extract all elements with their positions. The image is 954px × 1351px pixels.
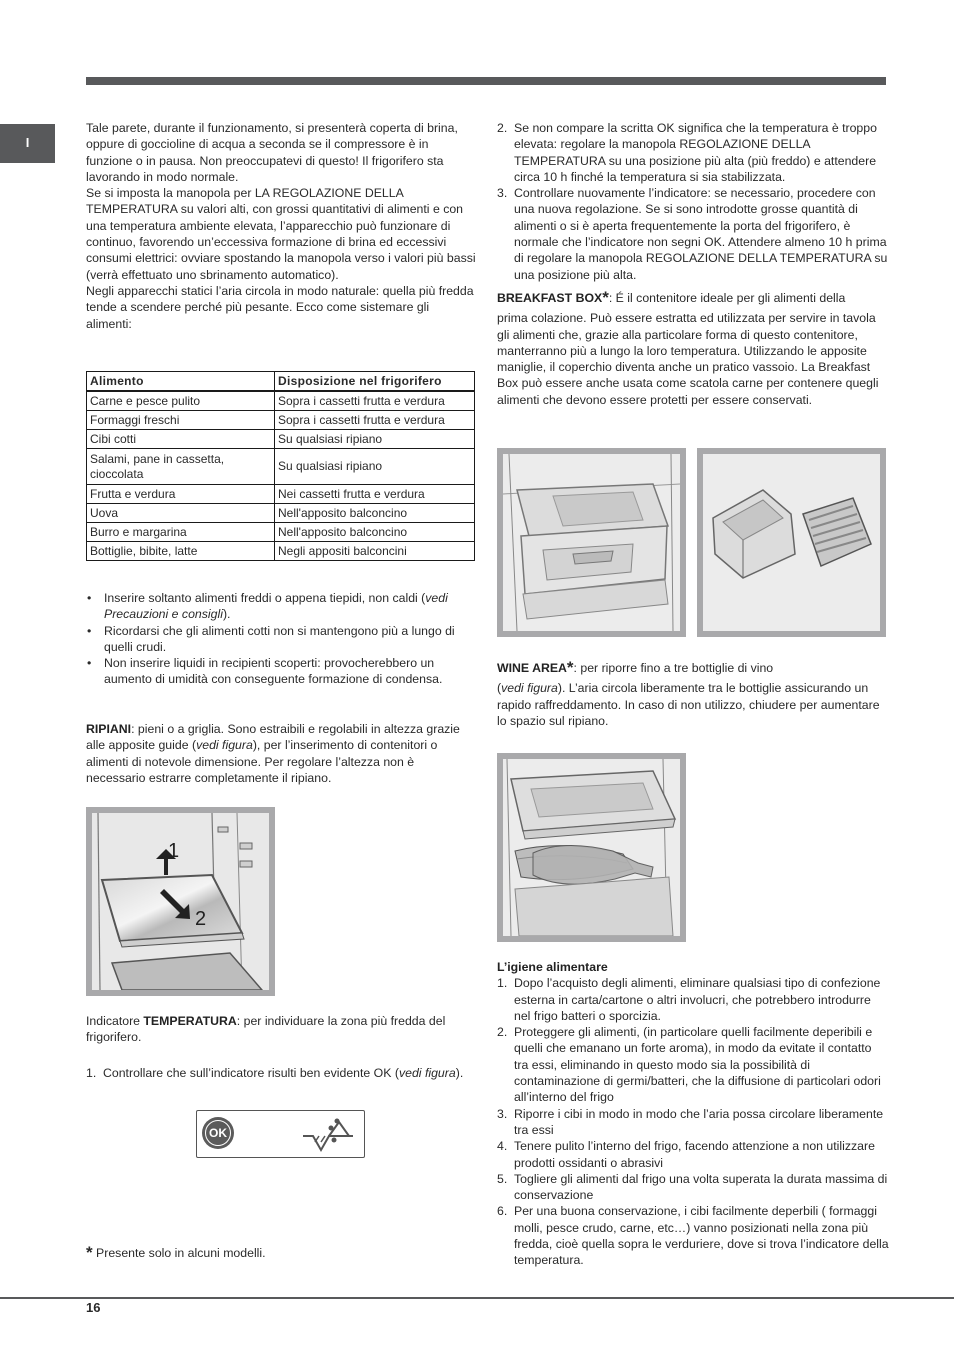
table-cell: Formaggi freschi [87, 411, 275, 430]
list-item: • Ricordarsi che gli alimenti cotti non si mantengono più a lungo di quelli crudi. [86, 623, 478, 656]
list-item: 3. Riporre i cibi in modo in modo che l’aria possa circolare liberamente tra essi [497, 1106, 884, 1137]
list-item: 1. Controllare che sull’indicatore risulti ben evidente OK (vedi figura). [86, 1066, 464, 1080]
table-row [87, 542, 475, 561]
breakfast-box-title: BREAKFAST BOX [497, 291, 603, 305]
wine-area-title: WINE AREA [497, 661, 567, 675]
table-cell: Nell'apposito balconcino [275, 504, 475, 523]
indicator-steps-continued [497, 120, 889, 283]
intro-paragraph: Se si imposta la manopola per LA REGOLAZIONE DELLA TEMPERATURA su valori alti, con grossi quantitativi di alimenti e con una temperatura ambiente elevata, l’apparecchio può funzionare di continuo, favorendo un’eccessiva formazione di brina ed eccessivi consumi elettrici: ovviare spostando la manopola verso i valori più bassi (verrà effettuato uno sbrinamento automatico). [86, 186, 476, 282]
intro-text [86, 120, 478, 332]
table-cell: Sopra i cassetti frutta e verdura [275, 391, 475, 411]
table-header-row [87, 372, 475, 392]
table-cell: Su qualsiasi ripiano [275, 430, 475, 449]
table-cell: Frutta e verdura [87, 485, 275, 504]
list-item: 4. Tenere pulito l’interno del frigo, facendo attenzione a non utilizzare prodotti ossidanti o abrasivi [497, 1139, 875, 1170]
table-row [87, 504, 475, 523]
list-item: 1. Dopo l’acquisto degli alimenti, eliminare qualsiasi tipo di confezione esterna in carta/cartone o altri involucri, che potrebbero introdurre nel frigo batteri o sporcizia. [497, 976, 881, 1023]
breakfast-box-section: BREAKFAST BOX*: É il contenitore ideale per gli alimenti della prima colazione. Può essere estratta ed utilizzata per servire in tavola gli alimenti che, grazie alla particolare forma di questo contenitore, manterranno più a lungo la loro temperatura. Utilizzando le apposite maniglie, il coperchio diventa anche un pratico vassoio. La Breakfast Box può essere anche usata come scatola carne per contenere quegli alimenti che devono essere protetti per essere conservati. [497, 288, 879, 407]
header-bar [86, 77, 886, 85]
table-cell: Nei cassetti frutta e verdura [275, 485, 475, 504]
language-tab: I [0, 124, 55, 163]
indicatore-section: Indicatore TEMPERATURA: per individuare la zona più fredda del frigorifero. [86, 1014, 446, 1045]
table-row [87, 411, 475, 430]
table-header-cell: Alimento [87, 372, 275, 392]
table-row [87, 523, 475, 542]
igiene-list [497, 975, 889, 1268]
footnote: * Presente solo in alcuni modelli. [86, 1243, 266, 1262]
food-table-wrapper [86, 371, 475, 561]
list-item: • Non inserire liquidi in recipienti scoperti: provocherebbero un aumento di umidità con conseguente formazione di condensa. [86, 655, 478, 688]
indicatore-title: TEMPERATURA [143, 1014, 237, 1028]
table-header-cell: Disposizione nel frigorifero [275, 372, 475, 392]
table-cell: Negli appositi balconcini [275, 542, 475, 561]
breakfast-box-figure [497, 448, 686, 637]
list-item: 5. Togliere gli alimenti dal frigo una volta superata la durata massima di conservazione [497, 1171, 888, 1203]
table-cell: Uova [87, 504, 275, 523]
table-row [87, 449, 475, 485]
table-cell: Carne e pesce pulito [87, 391, 275, 411]
table-cell: Nell'apposito balconcino [275, 523, 475, 542]
intro-paragraph: Tale parete, durante il funzionamento, si presenterà coperta di brina, oppure di goccioline di acqua a seconda se il compressore è in funzione o in pausa. Non preoccupatevi di questo! Il frigorifero sta lavorando in modo normale. [86, 121, 458, 184]
advice-list [86, 590, 478, 688]
table-row [87, 485, 475, 504]
shelf-figure [86, 807, 275, 996]
list-item: 2. Proteggere gli alimenti, (in particolare quelli facilmente deperibili e quelli che emanano un forte aroma), in modo da evitate il contatto tra essi, eliminando in questo modo sia la possibilità di contaminazione di germi/batteri, che la diffusione di particolari odori all’interno del frigo [497, 1025, 881, 1105]
igiene-title: L’igiene alimentare [497, 960, 608, 974]
ripiani-title: RIPIANI [86, 722, 132, 736]
indicator-step-list [86, 1065, 466, 1081]
list-item: 2. Se non compare la scritta OK significa che la temperatura è troppo elevata: regolare la manopola REGOLAZIONE DELLA TEMPERATURA su una posizione più alta (più freddo) e attendere circa 10 h finché la temperatura si sia stabilizzata. [497, 121, 877, 184]
ok-badge: OK [202, 1117, 234, 1149]
temperature-indicator [196, 1110, 365, 1158]
table-cell: Su qualsiasi ripiano [275, 449, 475, 485]
wine-area-section: WINE AREA*: per riporre fino a tre bottiglie di vino (vedi figura). L’aria circola liberamente tra le bottiglie assicurando un rapido raffreddamento. In caso di non utilizzo, chiudere per aumentare lo spazio sul ripiano. [497, 658, 880, 728]
table-row [87, 430, 475, 449]
figure-label-2: 2 [195, 908, 207, 930]
wine-area-figure [497, 753, 686, 942]
table-cell: Sopra i cassetti frutta e verdura [275, 411, 475, 430]
ripiani-section: RIPIANI: pieni o a griglia. Sono estraibili e regolabili in altezza grazie alle apposite guide (vedi figura), per l’inserimento di contenitori o alimenti di notevole dimensione. Per regolare l’altezza non è necessario estrarre completamente il ripiano. [86, 722, 460, 785]
table-cell: Salami, pane in cassetta, cioccolata [87, 449, 275, 485]
list-item: 3. Controllare nuovamente l’indicatore: se necessario, procedere con una nuova regolazione. Se si sono introdotte grosse quantità di alimenti o si è aperta frequentemente la porta del frigorifero, è normale che l’indicatore non segni OK. Attendere almeno 10 h prima di regolare la manopola REGOLAZIONE DELLA TEMPERATURA su una posizione più alta. [497, 186, 888, 282]
breakfast-box-tray-figure [697, 448, 886, 637]
list-item: 6. Per una buona conservazione, i cibi facilmente deperbili ( formaggi molli, pesce crudo, carne, etc…) vanno posizionati nella zona più fredda, cioè quella sopra le verduriere, dove si trova l’indicatore della temperatura. [497, 1204, 889, 1268]
table-cell: Bottiglie, bibite, latte [87, 542, 275, 561]
table-cell: Cibi cotti [87, 430, 275, 449]
page-number: 16 [86, 1300, 101, 1315]
snowflake-drop-icon [301, 1114, 357, 1154]
table-cell: Burro e margarina [87, 523, 275, 542]
intro-paragraph: Negli apparecchi statici l’aria circola in modo naturale: quella più fredda tende a scendere perché più pesante. Ecco come sistemare gli alimenti: [86, 283, 474, 331]
list-item: • Inserire soltanto alimenti freddi o appena tiepidi, non caldi (vedi Precauzioni e consigli). [86, 590, 478, 623]
igiene-section [497, 959, 889, 1269]
table-row [87, 391, 475, 411]
food-storage-table [86, 371, 475, 561]
figure-label-1: 1 [168, 840, 180, 862]
footer-rule [0, 1297, 954, 1299]
